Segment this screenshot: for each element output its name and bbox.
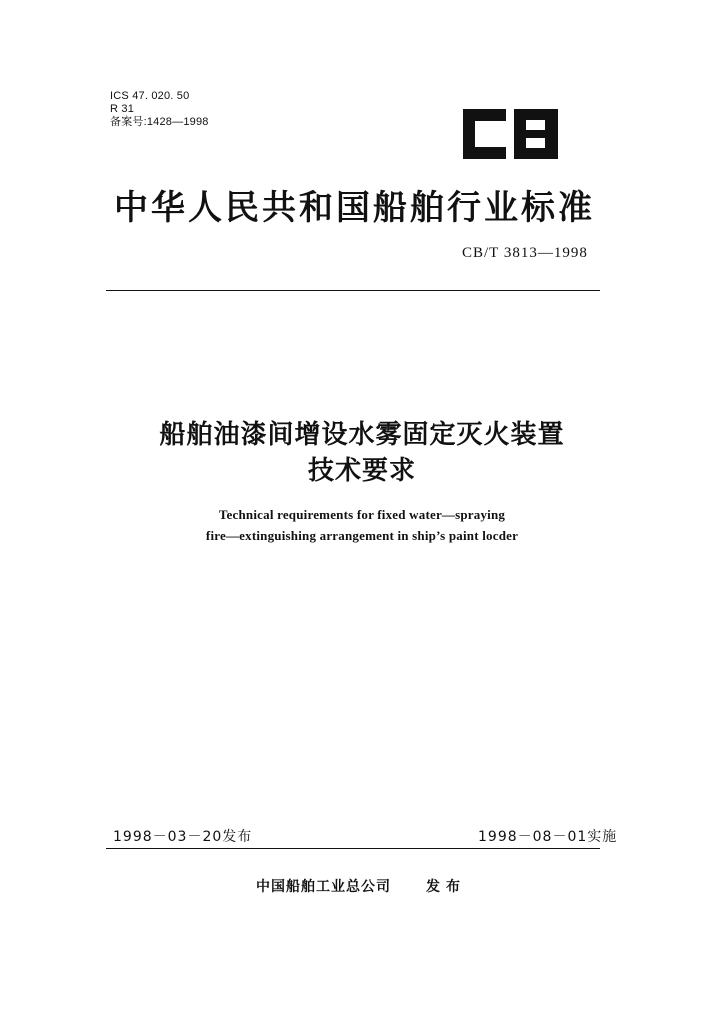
issue-date: 1998－03－20发布 [113,829,253,845]
document-title-en-line2: fire—extinguishing arrangement in ship’s paint locder [205,528,519,543]
standard-code: CB/T 3813—1998 [462,245,588,261]
document-title-cn-line2: 技术要求 [307,456,416,486]
implementation-date: 1998－08－01实施 [478,829,618,845]
metadata-block [110,90,209,129]
publish-label: 发布 [426,879,466,895]
standard-title: 中华人民共和国船舶行业标准 [114,188,595,228]
document-title-cn-line1: 船舶油漆间增设水雾固定灭火装置 [159,420,565,450]
cb-logo-mark [463,109,558,159]
cb-logo [463,109,558,159]
header-divider [106,290,600,291]
record-number: 备案号:1428—1998 [110,116,209,128]
publisher-name: 中国船舶工业总公司 [256,879,391,895]
ics-code: ICS 47. 020. 50 [110,90,190,102]
category-code: R 31 [110,103,135,115]
document-title-en-line1: Technical requirements for fixed water—spraying [218,507,506,522]
footer-divider [106,848,600,849]
